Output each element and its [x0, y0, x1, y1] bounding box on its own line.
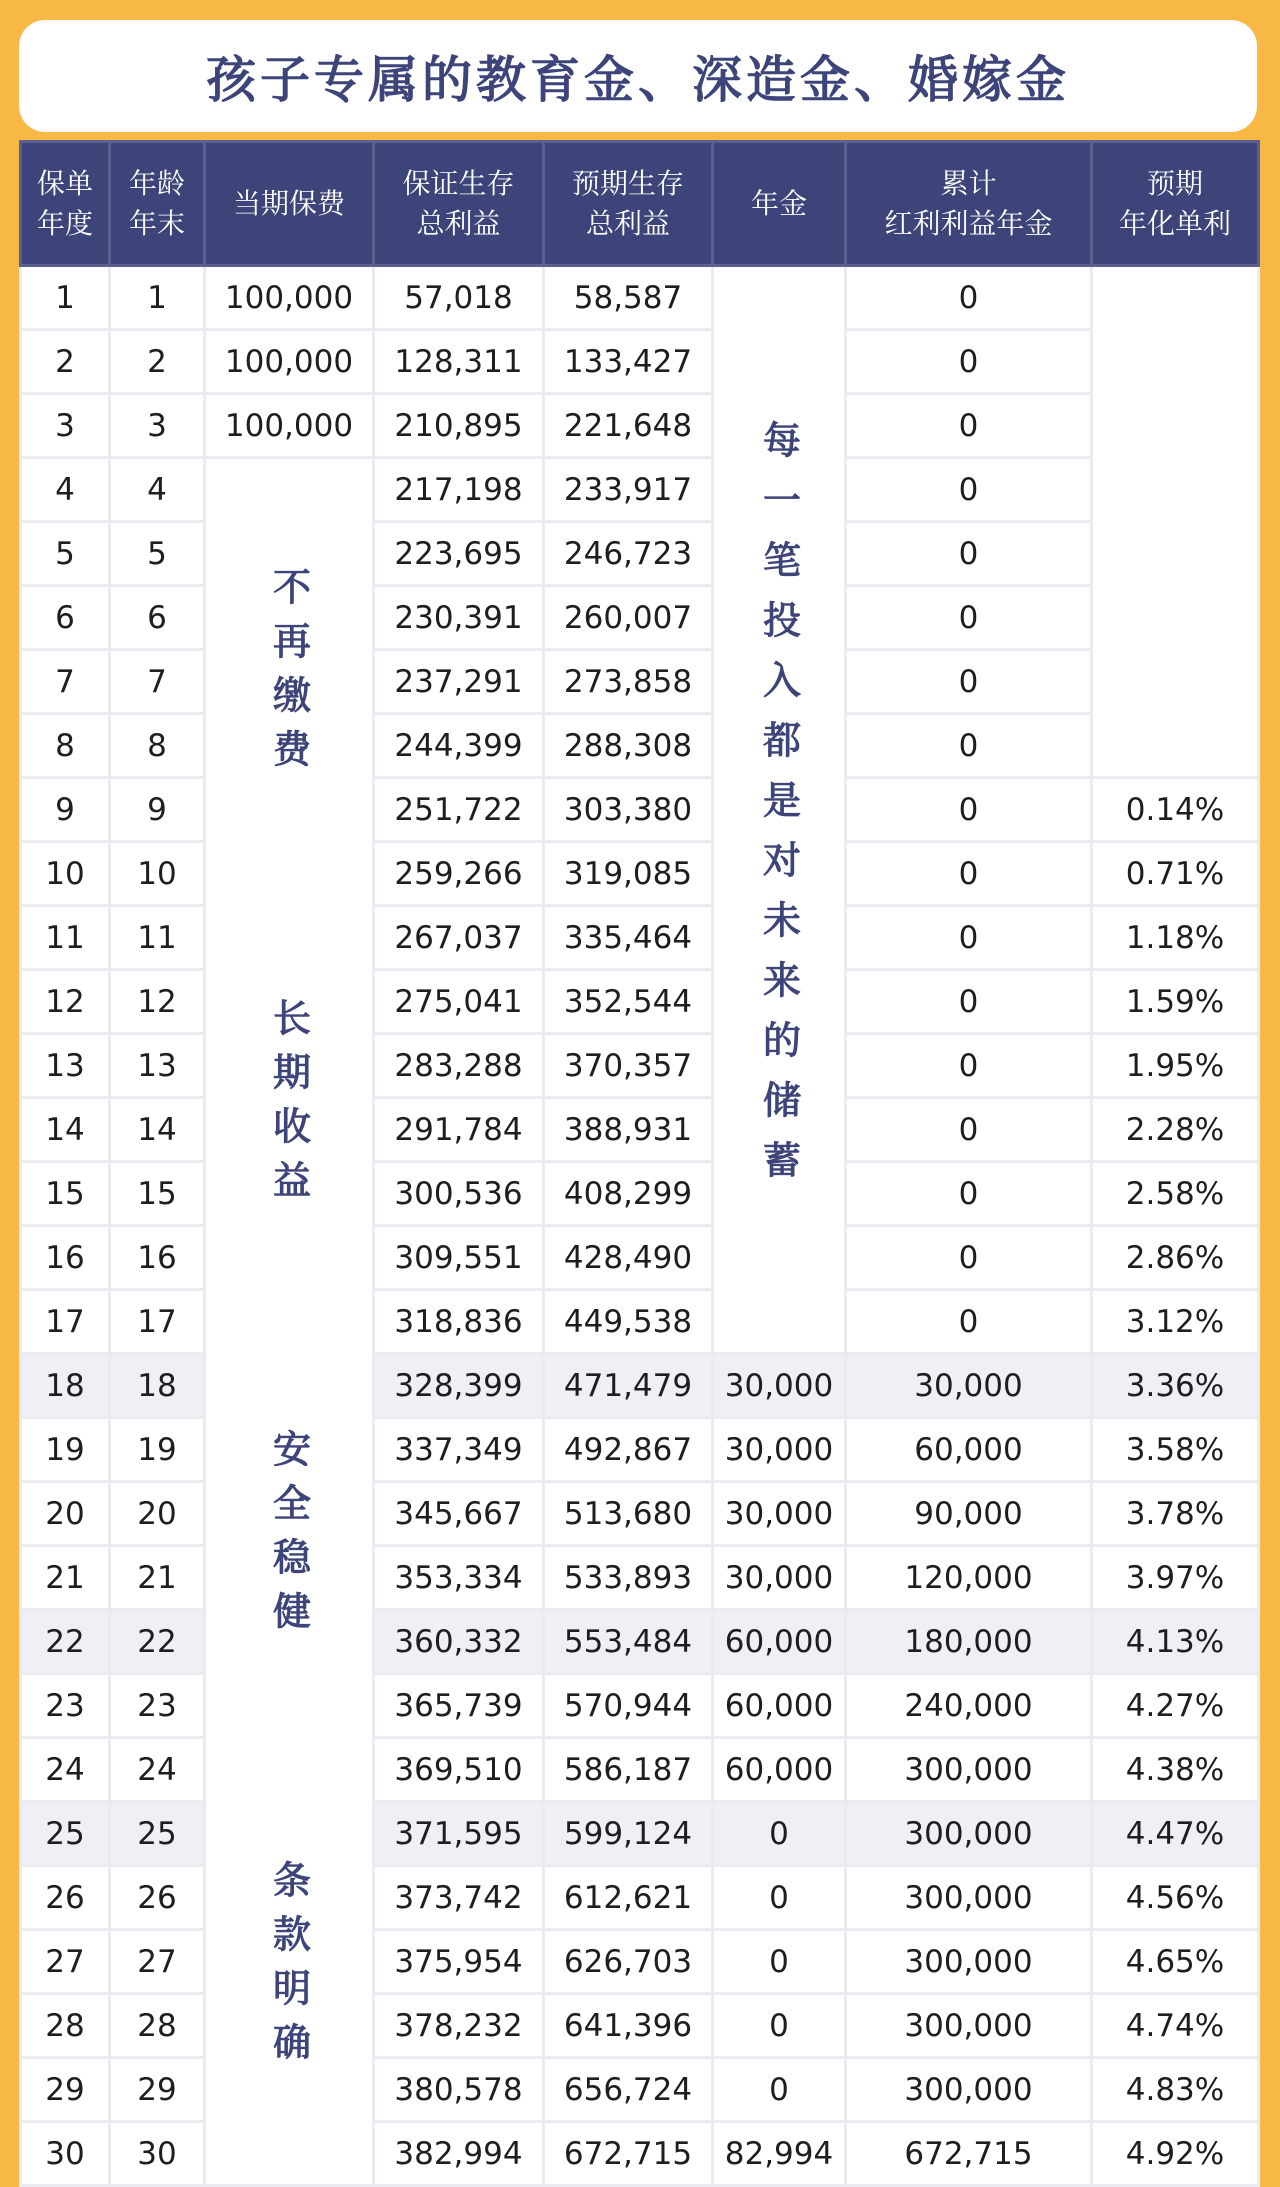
- cell-policy-year: 17: [21, 1290, 110, 1354]
- cell-guaranteed-benefit: 328,399: [374, 1354, 544, 1418]
- cell-age-end: 4: [110, 458, 205, 522]
- cell-expected-benefit: 626,703: [544, 1930, 713, 1994]
- cell-expected-benefit: 388,931: [544, 1098, 713, 1162]
- cell-age-end: 25: [110, 1802, 205, 1866]
- cell-cumulative-bonus-annuity: 30,000: [846, 1354, 1092, 1418]
- cell-age-end: 18: [110, 1354, 205, 1418]
- cell-policy-year: 25: [21, 1802, 110, 1866]
- cell-cumulative-bonus-annuity: 90,000: [846, 1482, 1092, 1546]
- cell-expected-annual-rate: 4.13%: [1092, 1610, 1259, 1674]
- cell-cumulative-bonus-annuity: 672,715: [846, 2122, 1092, 2186]
- cell-guaranteed-benefit: 237,291: [374, 650, 544, 714]
- cell-age-end: 19: [110, 1418, 205, 1482]
- cell-expected-annual-rate: 3.97%: [1092, 1546, 1259, 1610]
- cell-expected-annual-rate: 4.27%: [1092, 1674, 1259, 1738]
- cell-age-end: 24: [110, 1738, 205, 1802]
- cell-policy-year: 24: [21, 1738, 110, 1802]
- cell-guaranteed-benefit: 375,954: [374, 1930, 544, 1994]
- cell-cumulative-bonus-annuity: 300,000: [846, 2058, 1092, 2122]
- cell-cumulative-bonus-annuity: 0: [846, 586, 1092, 650]
- cell-expected-benefit: 513,680: [544, 1482, 713, 1546]
- cell-age-end: 22: [110, 1610, 205, 1674]
- cell-guaranteed-benefit: 318,836: [374, 1290, 544, 1354]
- cell-cumulative-bonus-annuity: 0: [846, 1226, 1092, 1290]
- cell-cumulative-bonus-annuity: 300,000: [846, 1930, 1092, 1994]
- cell-guaranteed-benefit: 353,334: [374, 1546, 544, 1610]
- cell-expected-annual-rate: 4.56%: [1092, 1866, 1259, 1930]
- cell-age-end: 27: [110, 1930, 205, 1994]
- cell-expected-annual-rate: 2.28%: [1092, 1098, 1259, 1162]
- cell-age-end: 30: [110, 2122, 205, 2186]
- cell-expected-benefit: 641,396: [544, 1994, 713, 2058]
- cell-age-end: 14: [110, 1098, 205, 1162]
- cell-cumulative-bonus-annuity: 0: [846, 394, 1092, 458]
- cell-current-premium: 100,000: [205, 394, 374, 458]
- cell-guaranteed-benefit: 283,288: [374, 1034, 544, 1098]
- cell-expected-annual-rate: 2.86%: [1092, 1226, 1259, 1290]
- cell-policy-year: 13: [21, 1034, 110, 1098]
- cell-cumulative-bonus-annuity: 300,000: [846, 1866, 1092, 1930]
- cell-cumulative-bonus-annuity: 0: [846, 650, 1092, 714]
- annuity-slogan: 每一笔投入都是对未来的储蓄: [756, 419, 801, 1200]
- cell-current-premium: 100,000: [205, 266, 374, 330]
- cell-expected-benefit: 656,724: [544, 2058, 713, 2122]
- cell-age-end: 29: [110, 2058, 205, 2122]
- cell-age-end: 15: [110, 1162, 205, 1226]
- cell-policy-year: 19: [21, 1418, 110, 1482]
- slogan-text: 安全稳健: [266, 1429, 311, 1646]
- cell-expected-annual-rate: 4.92%: [1092, 2122, 1259, 2186]
- benefit-table: [19, 140, 1260, 2187]
- cell-age-end: 16: [110, 1226, 205, 1290]
- cell-cumulative-bonus-annuity: 0: [846, 1034, 1092, 1098]
- cell-expected-benefit: 599,124: [544, 1802, 713, 1866]
- cell-guaranteed-benefit: 267,037: [374, 906, 544, 970]
- cell-expected-benefit: 533,893: [544, 1546, 713, 1610]
- cell-expected-benefit: 570,944: [544, 1674, 713, 1738]
- cell-guaranteed-benefit: 380,578: [374, 2058, 544, 2122]
- table-header-row: [21, 142, 1259, 266]
- cell-annuity: 30,000: [713, 1418, 846, 1482]
- cell-expected-benefit: 319,085: [544, 842, 713, 906]
- header-age-end: 年龄 年末: [110, 142, 205, 266]
- cell-age-end: 10: [110, 842, 205, 906]
- cell-cumulative-bonus-annuity: 0: [846, 1290, 1092, 1354]
- cell-expected-annual-rate: 4.38%: [1092, 1738, 1259, 1802]
- cell-expected-annual-rate: 3.36%: [1092, 1354, 1259, 1418]
- header-expected-annual-rate: 预期 年化单利: [1092, 142, 1259, 266]
- slogan-text: 条款明确: [266, 1860, 311, 2077]
- cell-cumulative-bonus-annuity: 0: [846, 778, 1092, 842]
- cell-guaranteed-benefit: 275,041: [374, 970, 544, 1034]
- cell-expected-benefit: 492,867: [544, 1418, 713, 1482]
- cell-expected-benefit: 586,187: [544, 1738, 713, 1802]
- cell-cumulative-bonus-annuity: 0: [846, 1098, 1092, 1162]
- cell-cumulative-bonus-annuity: 0: [846, 522, 1092, 586]
- cell-cumulative-bonus-annuity: 120,000: [846, 1546, 1092, 1610]
- slogan-text: 长期收益: [266, 997, 311, 1214]
- cell-policy-year: 3: [21, 394, 110, 458]
- cell-annuity: 60,000: [713, 1674, 846, 1738]
- cell-expected-benefit: 303,380: [544, 778, 713, 842]
- cell-expected-benefit: 288,308: [544, 714, 713, 778]
- cell-policy-year: 5: [21, 522, 110, 586]
- cell-expected-annual-rate: 0.71%: [1092, 842, 1259, 906]
- cell-policy-year: 21: [21, 1546, 110, 1610]
- cell-annuity: 0: [713, 1802, 846, 1866]
- cell-guaranteed-benefit: 337,349: [374, 1418, 544, 1482]
- cell-policy-year: 4: [21, 458, 110, 522]
- cell-guaranteed-benefit: 369,510: [374, 1738, 544, 1802]
- cell-cumulative-bonus-annuity: 0: [846, 906, 1092, 970]
- cell-policy-year: 10: [21, 842, 110, 906]
- cell-policy-year: 27: [21, 1930, 110, 1994]
- cell-expected-annual-rate: 3.78%: [1092, 1482, 1259, 1546]
- cell-annuity: 0: [713, 1930, 846, 1994]
- cell-cumulative-bonus-annuity: 180,000: [846, 1610, 1092, 1674]
- cell-policy-year: 29: [21, 2058, 110, 2122]
- cell-expected-benefit: 553,484: [544, 1610, 713, 1674]
- cell-expected-annual-rate: 3.12%: [1092, 1290, 1259, 1354]
- cell-expected-benefit: 58,587: [544, 266, 713, 330]
- cell-expected-benefit: 233,917: [544, 458, 713, 522]
- cell-policy-year: 15: [21, 1162, 110, 1226]
- cell-cumulative-bonus-annuity: 0: [846, 330, 1092, 394]
- cell-annuity: 60,000: [713, 1738, 846, 1802]
- cell-age-end: 20: [110, 1482, 205, 1546]
- cell-age-end: 7: [110, 650, 205, 714]
- cell-age-end: 6: [110, 586, 205, 650]
- cell-age-end: 5: [110, 522, 205, 586]
- table-row: [21, 458, 1259, 522]
- header-current-premium: 当期保费: [205, 142, 374, 266]
- cell-expected-benefit: 260,007: [544, 586, 713, 650]
- table-body: [21, 266, 1259, 2186]
- cell-policy-year: 7: [21, 650, 110, 714]
- cell-expected-benefit: 273,858: [544, 650, 713, 714]
- cell-policy-year: 1: [21, 266, 110, 330]
- cell-expected-benefit: 246,723: [544, 522, 713, 586]
- cell-age-end: 2: [110, 330, 205, 394]
- cell-age-end: 1: [110, 266, 205, 330]
- cell-expected-annual-rate: 2.58%: [1092, 1162, 1259, 1226]
- page-title: 孩子专属的教育金、深造金、婚嫁金: [206, 51, 1070, 109]
- cell-policy-year: 12: [21, 970, 110, 1034]
- header-expected-benefit: 预期生存 总利益: [544, 142, 713, 266]
- cell-guaranteed-benefit: 365,739: [374, 1674, 544, 1738]
- cell-annuity: 60,000: [713, 1610, 846, 1674]
- table-row: [21, 266, 1259, 330]
- cell-annuity: 0: [713, 2058, 846, 2122]
- cell-guaranteed-benefit: 230,391: [374, 586, 544, 650]
- cell-age-end: 12: [110, 970, 205, 1034]
- cell-cumulative-bonus-annuity: 0: [846, 970, 1092, 1034]
- cell-age-end: 13: [110, 1034, 205, 1098]
- cell-policy-year: 26: [21, 1866, 110, 1930]
- cell-cumulative-bonus-annuity: 0: [846, 714, 1092, 778]
- cell-age-end: 23: [110, 1674, 205, 1738]
- cell-expected-annual-rate: 1.95%: [1092, 1034, 1259, 1098]
- cell-expected-annual-rate: 4.74%: [1092, 1994, 1259, 2058]
- cell-expected-benefit: 428,490: [544, 1226, 713, 1290]
- cell-guaranteed-benefit: 345,667: [374, 1482, 544, 1546]
- cell-expected-benefit: 133,427: [544, 330, 713, 394]
- cell-age-end: 26: [110, 1866, 205, 1930]
- cell-age-end: 8: [110, 714, 205, 778]
- cell-expected-benefit: 449,538: [544, 1290, 713, 1354]
- cell-policy-year: 9: [21, 778, 110, 842]
- cell-expected-benefit: 408,299: [544, 1162, 713, 1226]
- cell-cumulative-bonus-annuity: 0: [846, 266, 1092, 330]
- cell-expected-annual-rate: 1.18%: [1092, 906, 1259, 970]
- cell-guaranteed-benefit: 251,722: [374, 778, 544, 842]
- premium-merged-cell: [205, 458, 374, 2186]
- cell-guaranteed-benefit: 300,536: [374, 1162, 544, 1226]
- annuity-merged-cell: [713, 266, 846, 1354]
- cell-guaranteed-benefit: 360,332: [374, 1610, 544, 1674]
- cell-expected-annual-rate: 1.59%: [1092, 970, 1259, 1034]
- cell-guaranteed-benefit: 291,784: [374, 1098, 544, 1162]
- cell-cumulative-bonus-annuity: 300,000: [846, 1738, 1092, 1802]
- cell-cumulative-bonus-annuity: 300,000: [846, 1994, 1092, 2058]
- cell-cumulative-bonus-annuity: 0: [846, 458, 1092, 522]
- header-cumulative-bonus-annuity: 累计 红利利益年金: [846, 142, 1092, 266]
- cell-guaranteed-benefit: 217,198: [374, 458, 544, 522]
- cell-annuity: 82,994: [713, 2122, 846, 2186]
- cell-annuity: 30,000: [713, 1354, 846, 1418]
- cell-expected-benefit: 221,648: [544, 394, 713, 458]
- cell-guaranteed-benefit: 210,895: [374, 394, 544, 458]
- cell-guaranteed-benefit: 373,742: [374, 1866, 544, 1930]
- cell-annuity: 30,000: [713, 1546, 846, 1610]
- cell-expected-benefit: 471,479: [544, 1354, 713, 1418]
- cell-policy-year: 23: [21, 1674, 110, 1738]
- rate-empty-cell: [1092, 266, 1259, 778]
- cell-cumulative-bonus-annuity: 0: [846, 1162, 1092, 1226]
- cell-expected-benefit: 672,715: [544, 2122, 713, 2186]
- cell-annuity: 0: [713, 1994, 846, 2058]
- cell-age-end: 21: [110, 1546, 205, 1610]
- cell-policy-year: 2: [21, 330, 110, 394]
- cell-age-end: 9: [110, 778, 205, 842]
- title-banner: [19, 20, 1257, 132]
- cell-current-premium: 100,000: [205, 330, 374, 394]
- cell-guaranteed-benefit: 259,266: [374, 842, 544, 906]
- cell-policy-year: 11: [21, 906, 110, 970]
- cell-expected-benefit: 370,357: [544, 1034, 713, 1098]
- cell-policy-year: 14: [21, 1098, 110, 1162]
- cell-policy-year: 6: [21, 586, 110, 650]
- cell-guaranteed-benefit: 57,018: [374, 266, 544, 330]
- cell-expected-annual-rate: 4.65%: [1092, 1930, 1259, 1994]
- cell-guaranteed-benefit: 378,232: [374, 1994, 544, 2058]
- header-guaranteed-benefit: 保证生存 总利益: [374, 142, 544, 266]
- cell-guaranteed-benefit: 309,551: [374, 1226, 544, 1290]
- cell-policy-year: 22: [21, 1610, 110, 1674]
- cell-policy-year: 30: [21, 2122, 110, 2186]
- cell-age-end: 17: [110, 1290, 205, 1354]
- cell-expected-annual-rate: 3.58%: [1092, 1418, 1259, 1482]
- cell-cumulative-bonus-annuity: 240,000: [846, 1674, 1092, 1738]
- table-row: [21, 394, 1259, 458]
- cell-annuity: 0: [713, 1866, 846, 1930]
- cell-age-end: 11: [110, 906, 205, 970]
- slogan-text: 不再缴费: [266, 566, 311, 783]
- cell-policy-year: 8: [21, 714, 110, 778]
- cell-annuity: 30,000: [713, 1482, 846, 1546]
- cell-policy-year: 20: [21, 1482, 110, 1546]
- cell-guaranteed-benefit: 223,695: [374, 522, 544, 586]
- cell-expected-benefit: 612,621: [544, 1866, 713, 1930]
- cell-guaranteed-benefit: 244,399: [374, 714, 544, 778]
- cell-age-end: 3: [110, 394, 205, 458]
- cell-guaranteed-benefit: 382,994: [374, 2122, 544, 2186]
- cell-cumulative-bonus-annuity: 300,000: [846, 1802, 1092, 1866]
- cell-expected-annual-rate: 4.47%: [1092, 1802, 1259, 1866]
- header-annuity: 年金: [713, 142, 846, 266]
- benefit-table-container: [19, 140, 1257, 2172]
- header-policy-year: 保单 年度: [21, 142, 110, 266]
- cell-expected-benefit: 352,544: [544, 970, 713, 1034]
- cell-policy-year: 28: [21, 1994, 110, 2058]
- cell-guaranteed-benefit: 371,595: [374, 1802, 544, 1866]
- cell-policy-year: 18: [21, 1354, 110, 1418]
- cell-cumulative-bonus-annuity: 60,000: [846, 1418, 1092, 1482]
- cell-policy-year: 16: [21, 1226, 110, 1290]
- cell-expected-benefit: 335,464: [544, 906, 713, 970]
- table-row: [21, 330, 1259, 394]
- cell-cumulative-bonus-annuity: 0: [846, 842, 1092, 906]
- cell-age-end: 28: [110, 1994, 205, 2058]
- cell-guaranteed-benefit: 128,311: [374, 330, 544, 394]
- cell-expected-annual-rate: 0.14%: [1092, 778, 1259, 842]
- cell-expected-annual-rate: 4.83%: [1092, 2058, 1259, 2122]
